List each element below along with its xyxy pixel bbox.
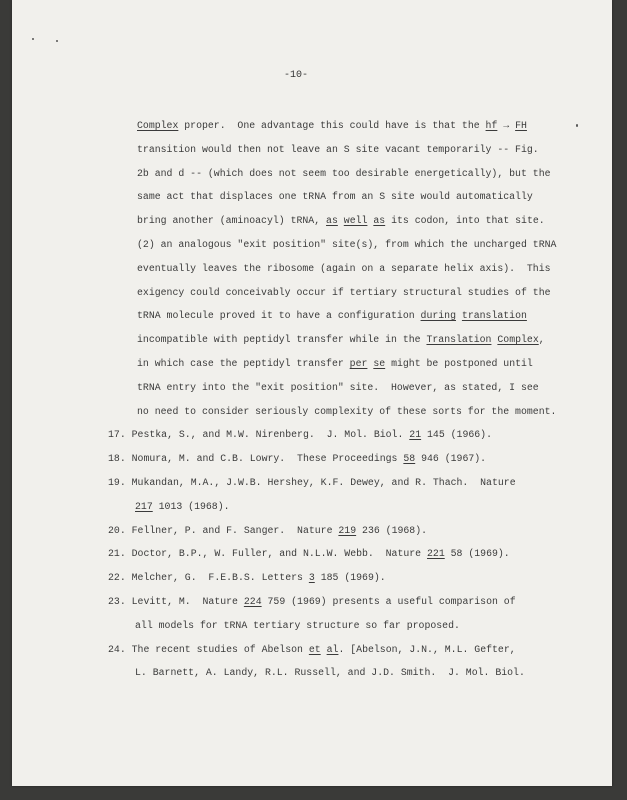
body-text-line [137, 239, 556, 250]
underlined-text: 224 [243, 596, 262, 607]
underlined-text: FH [515, 120, 527, 131]
body-text-line [137, 310, 527, 321]
text-segment: 185 (1969). [314, 572, 386, 584]
text-segment: . [Abelson, J.N., M.L. Gefter, [338, 643, 516, 655]
underlined-text: 58 [403, 453, 416, 465]
underlined-text: 21 [409, 429, 422, 441]
underlined-text: as [326, 215, 338, 227]
underlined-text: et [308, 643, 321, 655]
body-text-line [137, 144, 539, 155]
text-segment: 236 (1968). [356, 524, 428, 536]
text-segment: 22. Melcher, G. F.E.B.S. Letters [108, 572, 309, 584]
reference-line [108, 429, 492, 440]
text-segment: same act that displaces one tRNA from an S site would automatically [137, 191, 533, 203]
reference-line [108, 525, 427, 536]
scan-speck [56, 40, 58, 42]
underlined-text: al [326, 643, 339, 655]
document-page [12, 0, 612, 786]
text-segment: exigency could conceivably occur if tertiary structural studies of the [137, 286, 551, 298]
text-segment: 1013 (1968). [152, 500, 230, 512]
underlined-text: Translation [426, 334, 492, 346]
body-text-line [137, 263, 551, 274]
reference-line [108, 477, 516, 488]
text-segment: tRNA entry into the "exit position" site. However, as stated, I see [137, 381, 539, 393]
underlined-text: as [373, 215, 386, 227]
text-segment: its codon, into that site. [385, 215, 545, 227]
text-segment: 23. Levitt, M. Nature [108, 596, 244, 607]
body-text-line [137, 287, 551, 298]
text-segment: 24. The recent studies of Abelson [108, 643, 309, 655]
text-segment: 759 (1969) presents a useful comparison of [261, 596, 516, 607]
text-segment: 18. Nomura, M. and C.B. Lowry. These Proceedings [108, 453, 404, 465]
body-text-line [137, 358, 533, 369]
text-segment: proper. One advantage this could have is that the [178, 120, 486, 131]
text-segment: transition would then not leave an S site vacant temporarily -- Fig. [137, 143, 539, 155]
body-text-line [137, 406, 556, 417]
body-text-line [137, 168, 551, 179]
underlined-text: 219 [338, 524, 357, 536]
body-text-line [137, 382, 539, 393]
underlined-text: translation [461, 310, 527, 322]
underlined-text: per [349, 358, 368, 369]
text-segment: 2b and d -- (which does not seem too desirable energetically), but the [137, 167, 551, 179]
underlined-text: hf [485, 120, 498, 131]
text-segment: tRNA molecule proved it to have a configuration [137, 310, 421, 322]
reference-line [108, 572, 386, 583]
reference-continuation-line [135, 620, 460, 631]
scan-speck [576, 124, 578, 127]
reference-line [108, 596, 516, 607]
text-segment: 19. Mukandan, M.A., J.W.B. Hershey, K.F. Dewey, and R. Thach. Nature [108, 477, 516, 488]
underlined-text: Complex [137, 120, 179, 131]
underlined-text: Complex [497, 334, 539, 346]
text-segment: eventually leaves the ribosome (again on a separate helix axis). This [137, 262, 551, 274]
text-segment: bring another (aminoacyl) tRNA, [137, 215, 327, 227]
reference-line [108, 644, 516, 655]
underlined-text: well [343, 215, 368, 227]
text-segment: no need to consider seriously complexity of these sorts for the moment. [137, 405, 557, 417]
text-segment: 17. Pestka, S., and M.W. Nirenberg. J. Mol. Biol. [108, 429, 410, 441]
text-segment: , [538, 334, 545, 346]
underlined-text: 3 [308, 572, 315, 584]
body-text-line [137, 120, 527, 131]
reference-line [108, 548, 510, 559]
underlined-text: 221 [427, 548, 445, 560]
text-segment: 21. Doctor, B.P., W. Fuller, and N.L.W. Webb. Nature [108, 548, 427, 560]
text-segment: incompatible with peptidyl transfer while in the [137, 334, 427, 346]
reference-line [108, 453, 486, 464]
text-segment: 58 (1969). [444, 548, 510, 560]
scan-speck [32, 38, 34, 40]
underlined-text: se [373, 358, 386, 369]
page-number: -10- [284, 70, 309, 81]
reference-continuation-line [135, 667, 525, 678]
text-segment: L. Barnett, A. Landy, R.L. Russell, and J.D. Smith. J. Mol. Biol. [135, 667, 525, 679]
text-segment: might be postponed until [385, 358, 533, 369]
underlined-text: 217 [135, 500, 153, 512]
reference-continuation-line [135, 501, 230, 512]
body-text-line [137, 334, 545, 345]
body-text-line [137, 215, 545, 226]
text-segment: (2) an analogous "exit position" site(s), from which the uncharged tRNA [137, 239, 557, 250]
text-segment: 145 (1966). [421, 429, 492, 441]
text-segment: in which case the peptidyl transfer [137, 358, 350, 369]
text-segment: 946 (1967). [415, 453, 487, 465]
text-segment: → [497, 120, 516, 131]
text-segment: 20. Fellner, P. and F. Sanger. Nature [108, 524, 339, 536]
body-text-line [137, 191, 533, 202]
text-segment: all models for tRNA tertiary structure so far proposed. [135, 619, 460, 631]
underlined-text: during [420, 310, 456, 322]
